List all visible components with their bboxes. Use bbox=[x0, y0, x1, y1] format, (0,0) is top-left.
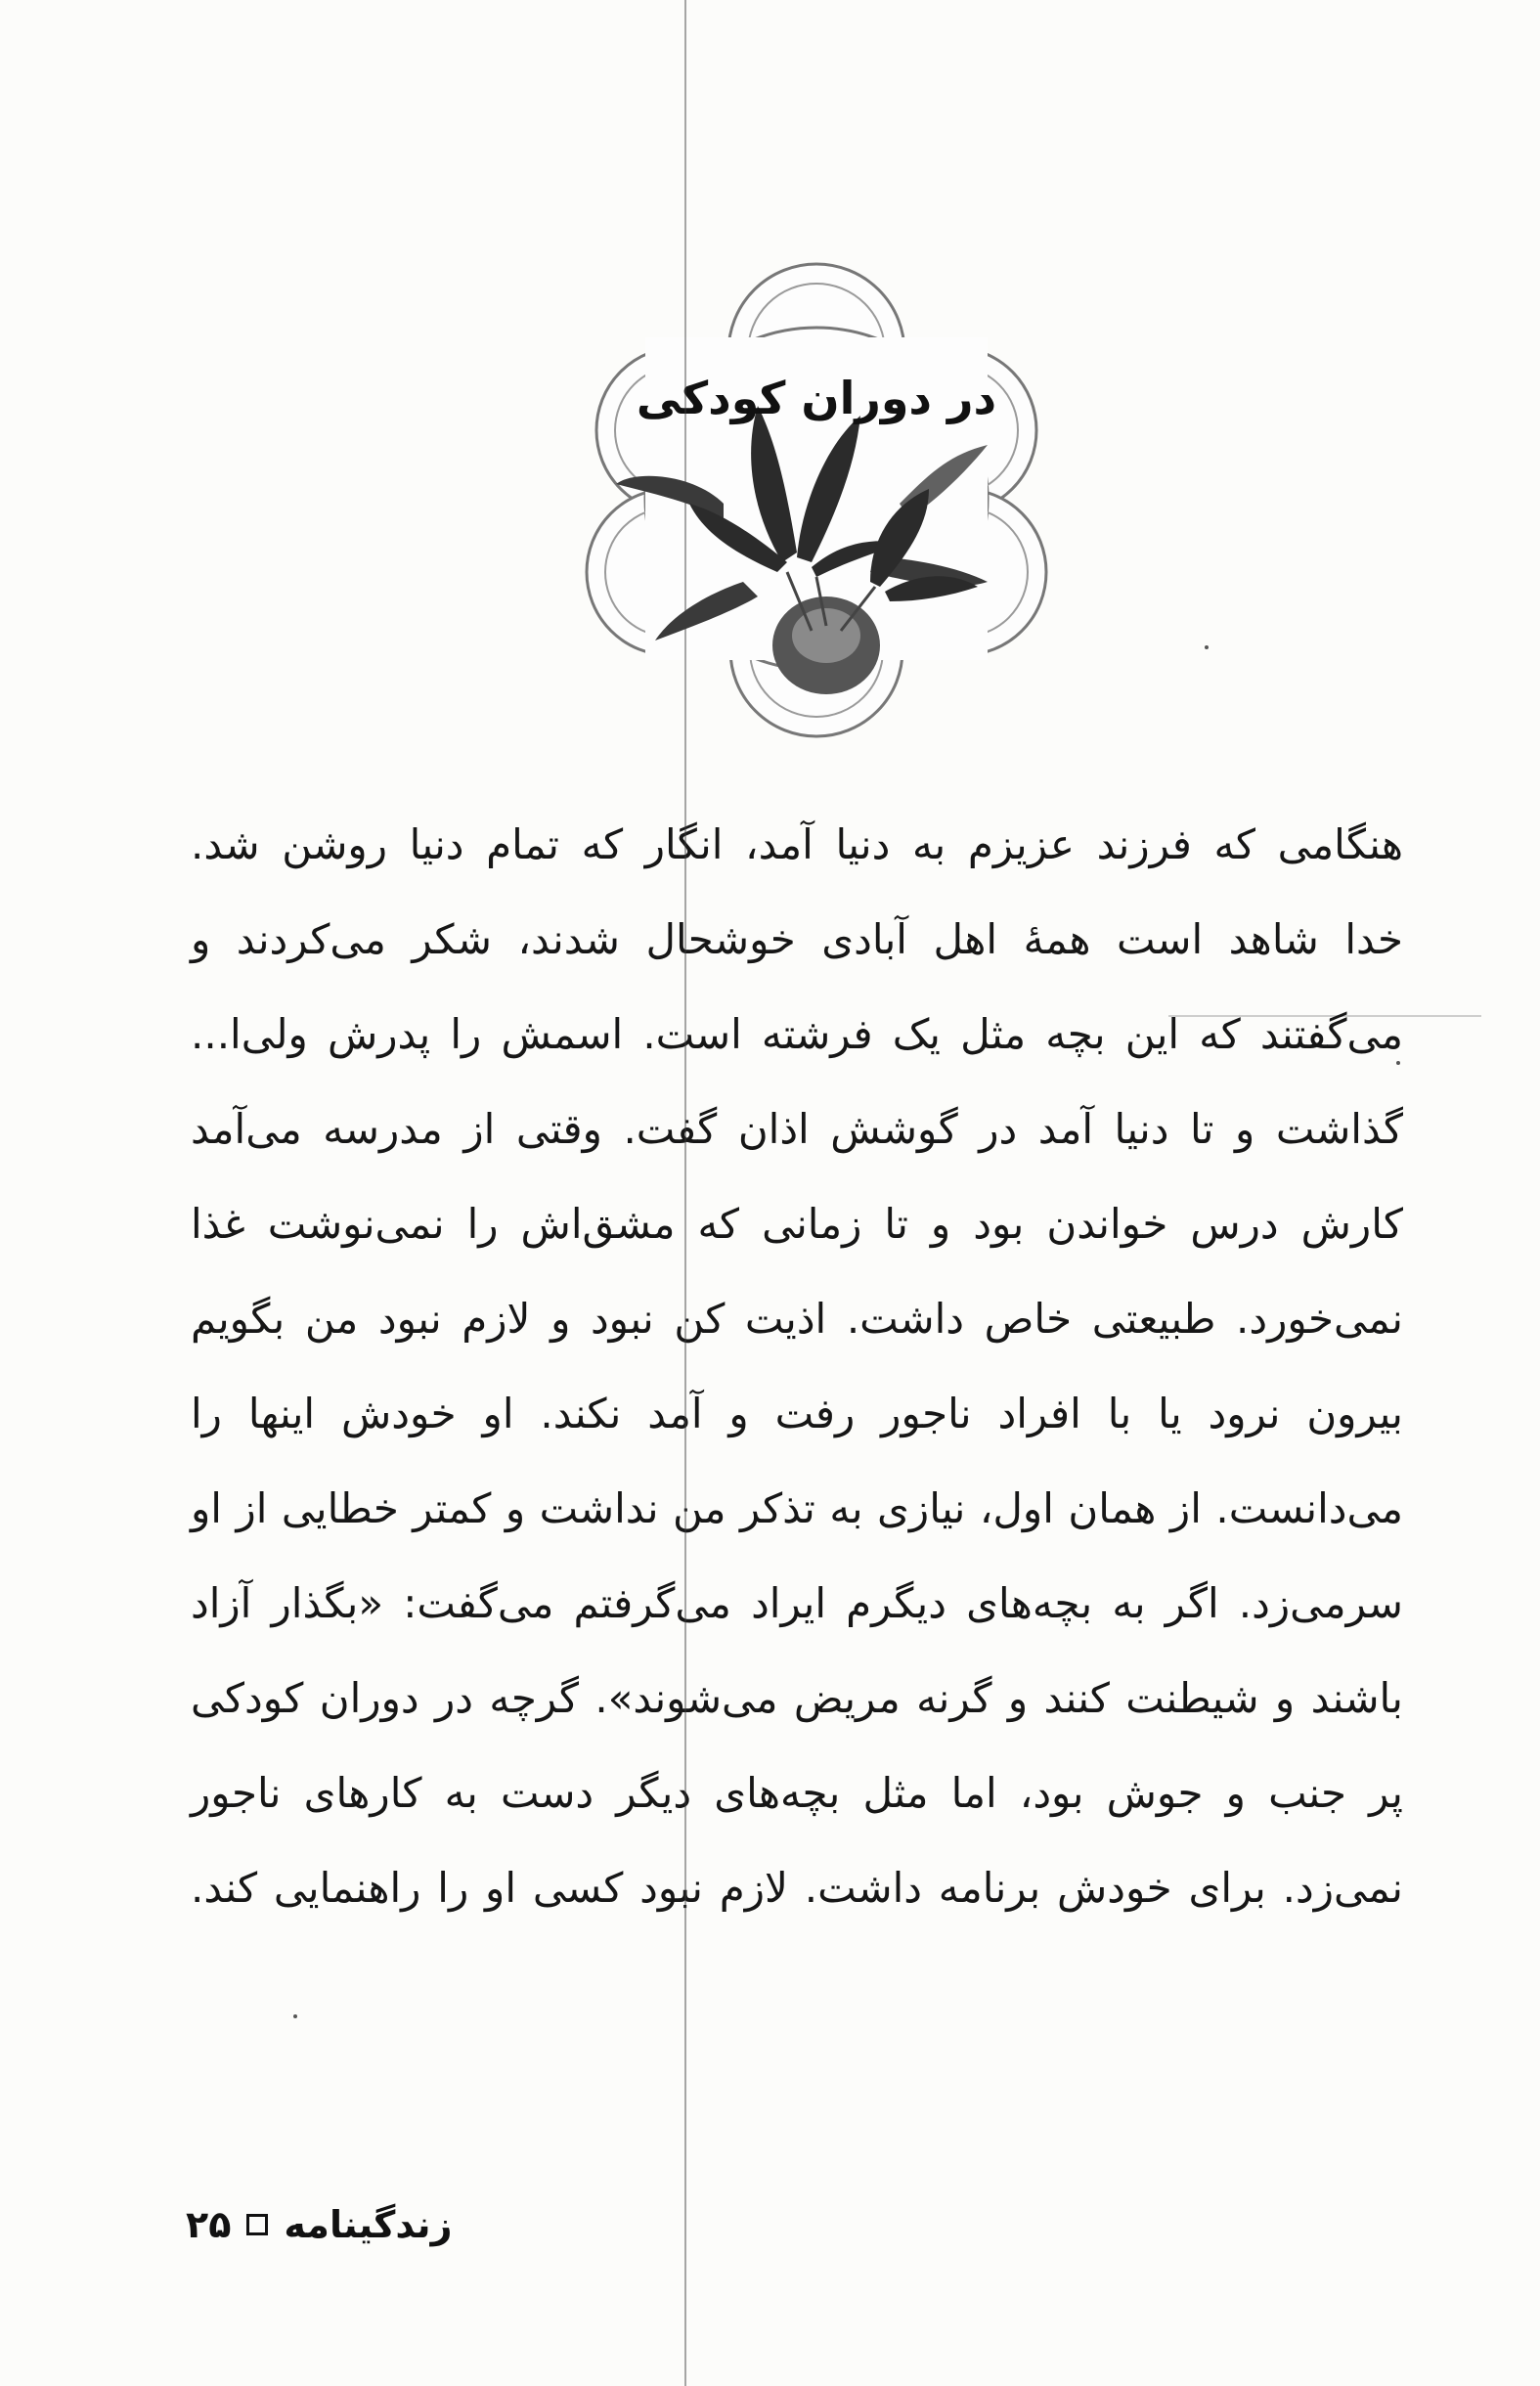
paper-speck bbox=[1396, 1061, 1400, 1065]
fold-line bbox=[684, 0, 686, 2386]
text-line: خدا شاهد است همهٔ اهل آبادی خوشحال شدند، شکر می‌کردند و bbox=[191, 915, 1403, 963]
book-title: زندگینامه bbox=[284, 2203, 453, 2246]
text-line: نمی‌زد. برای خودش برنامه داشت. لازم نبود کسی او را راهنمایی کند. bbox=[191, 1864, 1403, 1912]
text-line: هنگامی که فرزند عزیزم به دنیا آمد، انگار که تمام دنیا روشن شد. bbox=[191, 820, 1403, 868]
text-line: بیرون نرود یا با افراد ناجور رفت و آمد نکند. او خودش اینها را bbox=[191, 1390, 1403, 1437]
page-number: ۲۵ bbox=[186, 2203, 232, 2246]
text-line: گذاشت و تا دنیا آمد در گوشش اذان گفت. وقتی از مدرسه می‌آمد bbox=[191, 1105, 1403, 1153]
paper-speck bbox=[293, 2014, 297, 2018]
square-separator-icon bbox=[246, 2214, 268, 2235]
text-line: پر جنب و جوش بود، اما مثل بچه‌های دیگر دست به کارهای ناجور bbox=[191, 1769, 1403, 1817]
flower-ornament-icon bbox=[577, 259, 1056, 738]
body-paragraph bbox=[191, 797, 1403, 1935]
text-line: سرمی‌زد. اگر به بچه‌های دیگرم ایراد می‌گرفتم می‌گفت: «بگذار آزاد bbox=[191, 1579, 1403, 1627]
text-line: باشند و شیطنت کنند و گرنه مریض می‌شوند». گرچه در دوران کودکی bbox=[191, 1674, 1403, 1722]
page-footer bbox=[186, 2200, 452, 2249]
text-line: می‌دانست. از همان اول، نیازی به تذکر من نداشت و کمتر خطایی از او bbox=[191, 1484, 1403, 1532]
text-line: کارش درس خواندن بود و تا زمانی که مشق‌اش را نمی‌نوشت غذا bbox=[191, 1200, 1403, 1248]
paper-speck bbox=[1205, 645, 1209, 649]
text-line: نمی‌خورد. طبیعتی خاص داشت. اذیت کن نبود و لازم نبود من بگویم bbox=[191, 1295, 1403, 1343]
show-through-text bbox=[122, 117, 1296, 156]
chapter-title: در دوران کودکی bbox=[636, 372, 997, 424]
text-line: می‌گفتند که این بچه مثل یک فرشته است. اسمش را پدرش ولی‌ا... bbox=[191, 1010, 1403, 1058]
